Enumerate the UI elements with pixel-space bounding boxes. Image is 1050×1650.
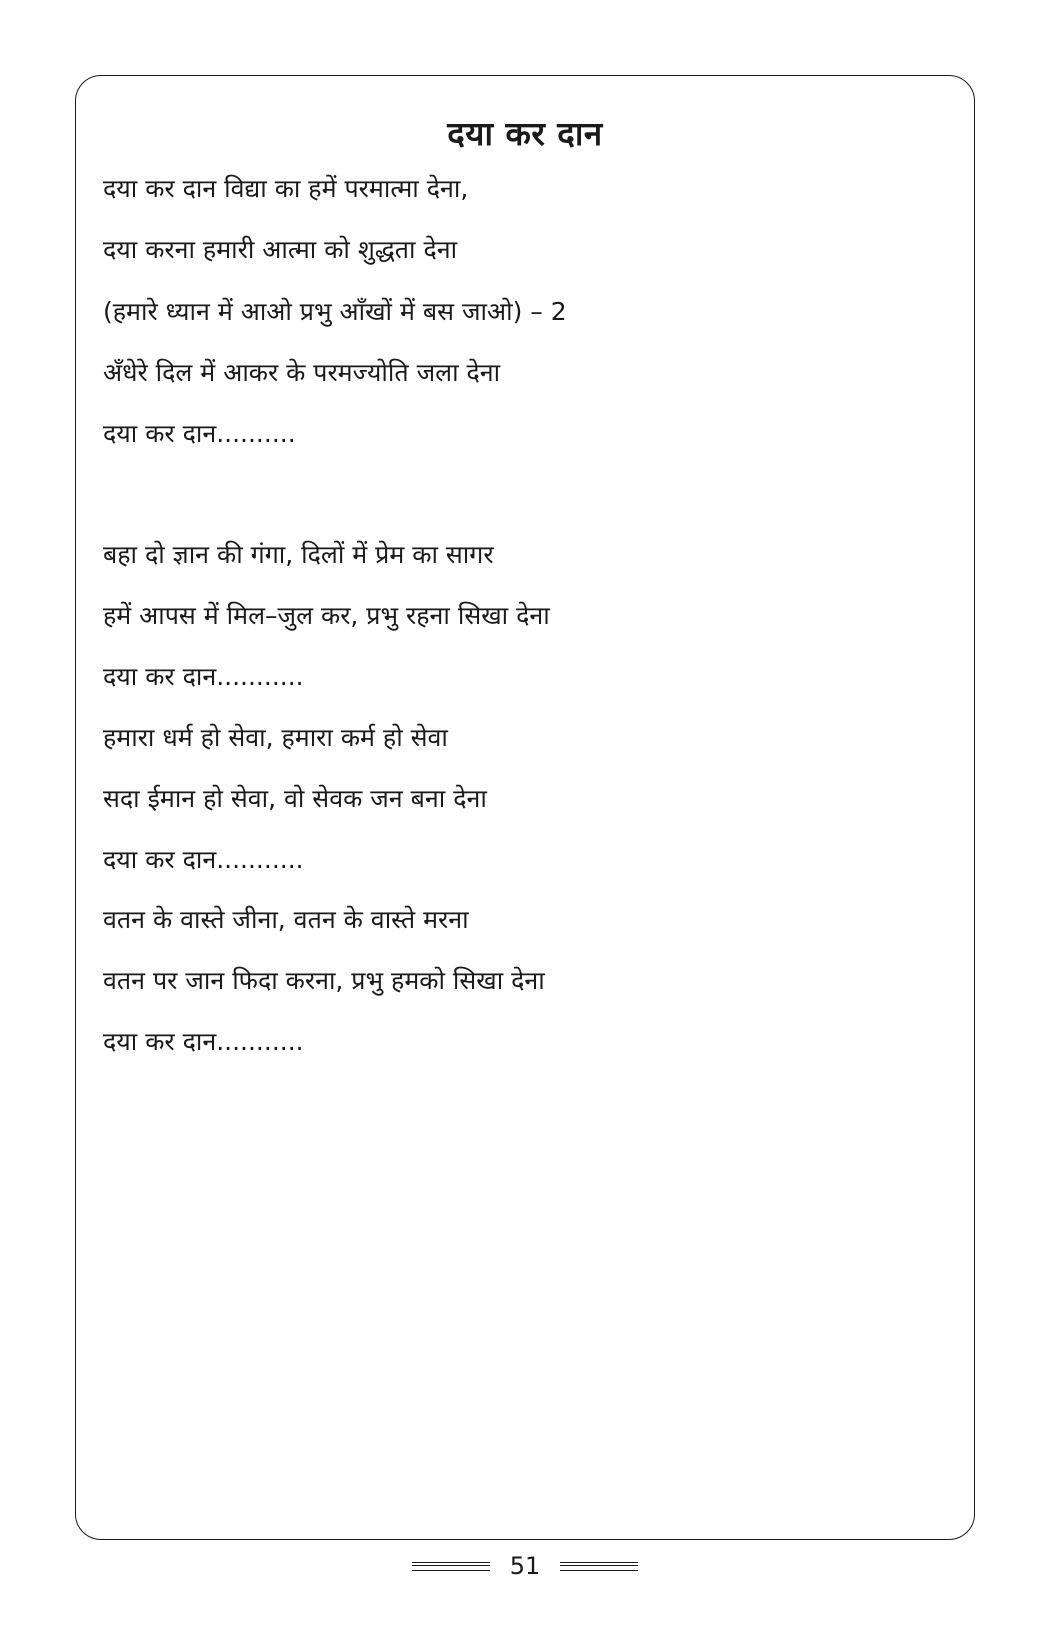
lyric-refrain: दया कर दान...........: [103, 845, 304, 874]
lyric-refrain: दया कर दान...........: [103, 1027, 304, 1056]
lyric-refrain: दया कर दान..........: [103, 419, 296, 448]
lyric-line: बहा दो ज्ञान की गंगा, दिलों में प्रेम का सागर: [103, 540, 494, 569]
page-footer: [0, 1546, 1050, 1586]
lyric-line: (हमारे ध्यान में आओ प्रभु आँखों में बस जाओ) – 2: [103, 297, 567, 326]
lyric-line: हमारा धर्म हो सेवा, हमारा कर्म हो सेवा: [103, 723, 448, 752]
lyric-line: सदा ईमान हो सेवा, वो सेवक जन बना देना: [103, 784, 487, 813]
page-title: दया कर दान: [447, 114, 603, 153]
footer-rule-left: [412, 1562, 490, 1571]
lyric-line: वतन के वास्ते जीना, वतन के वास्ते मरना: [103, 905, 469, 934]
lyric-line: दया कर दान विद्या का हमें परमात्मा देना,: [103, 174, 469, 203]
lyric-refrain: दया कर दान...........: [103, 662, 304, 691]
footer-rule-right: [560, 1562, 638, 1571]
lyric-line: अँधेरे दिल में आकर के परमज्योति जला देना: [103, 358, 501, 387]
lyric-line: दया करना हमारी आत्मा को शुद्धता देना: [103, 235, 458, 264]
page-number: 51: [509, 1552, 541, 1580]
lyric-line: वतन पर जान फिदा करना, प्रभु हमको सिखा देना: [103, 966, 545, 995]
lyric-line: हमें आपस में मिल–जुल कर, प्रभु रहना सिखा देना: [103, 601, 550, 630]
